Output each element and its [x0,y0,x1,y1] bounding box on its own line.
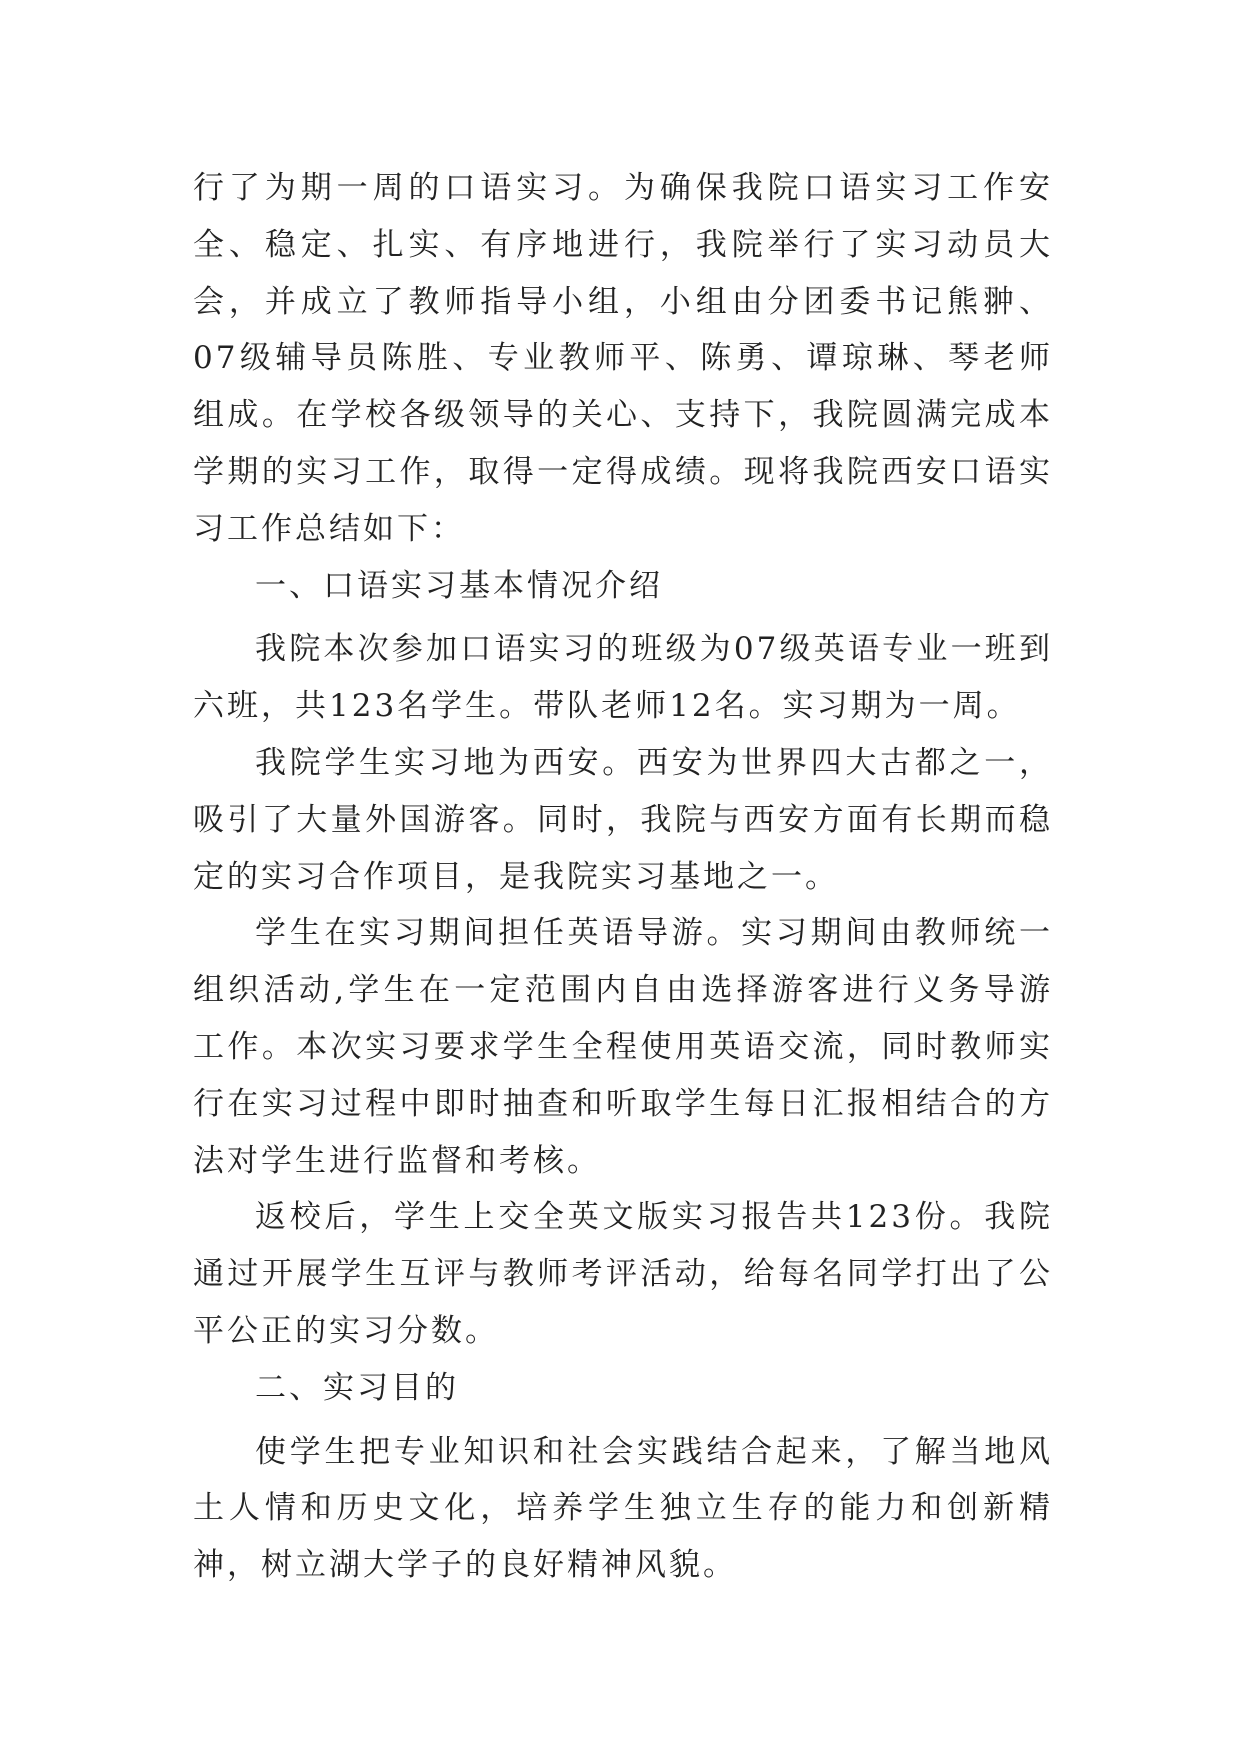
paragraph-duties: 学生在实习期间担任英语导游。实习期间由教师统一组织活动,学生在一定范围内自由选择游客进行义务导游工作。本次实习要求学生全程使用英语交流，同时教师实行在实习过程中即时抽查和听取学生每日汇报相结合的方法对学生进行监督和考核。 [193,915,1053,1179]
section-heading-1: 一、口语实习基本情况介绍 [255,567,663,604]
paragraph-report: 返校后，学生上交全英文版实习报告共123份。我院通过开展学生互评与教师考评活动，给每名同学打出了公平公正的实习分数。 [193,1199,1053,1349]
paragraph-purpose: 使学生把专业知识和社会实践结合起来，了解当地风土人情和历史文化，培养学生独立生存的能力和创新精神，树立湖大学子的良好精神风貌。 [193,1433,1053,1584]
paragraph-basic-info: 我院本次参加口语实习的班级为07级英语专业一班到六班，共123名学生。带队老师12名。实习期为一周。 [193,631,1053,725]
paragraph-location: 我院学生实习地为西安。西安为世界四大古都之一，吸引了大量外国游客。同时，我院与西安方面有长期而稳定的实习合作项目，是我院实习基地之一。 [193,744,1053,895]
document-body [193,160,1053,1594]
paragraph-continuation: 行了为期一周的口语实习。为确保我院口语实习工作安全、稳定、扎实、有序地进行，我院举行了实习动员大会，并成立了教师指导小组，小组由分团委书记熊翀、07级辅导员陈胜、专业教师平、陈勇、谭琼琳、琴老师组成。在学校各级领导的关心、支持下，我院圆满完成本学期的实习工作，取得一定得成绩。现将我院西安口语实习工作总结如下： [193,170,1053,547]
section-heading-2: 二、实习目的 [255,1369,459,1406]
